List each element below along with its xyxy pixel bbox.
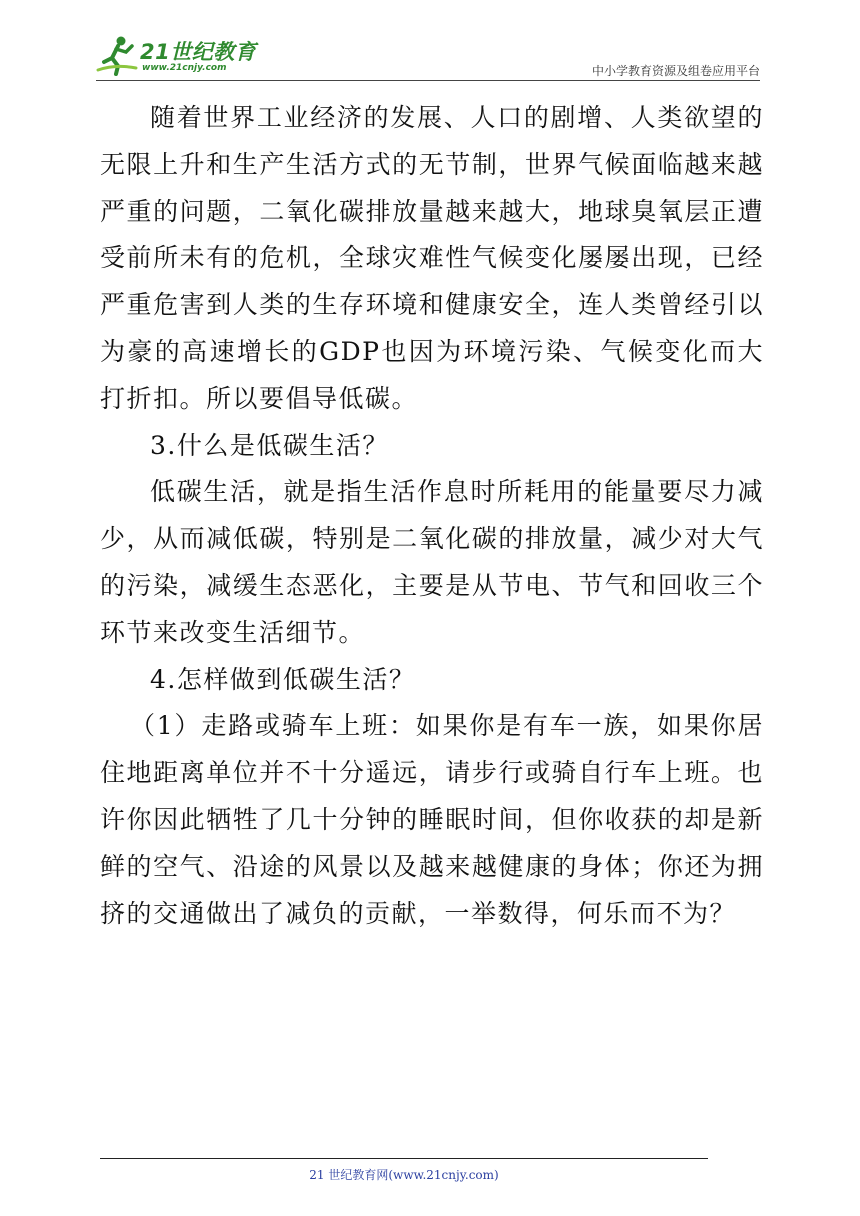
question-heading-4: 4.怎样做到低碳生活？ bbox=[150, 664, 416, 694]
document-body bbox=[100, 95, 764, 937]
site-logo[interactable] bbox=[96, 34, 266, 78]
paragraph-definition: 低碳生活，就是指生活作息时所耗用的能量要尽力减少，从而减低碳，特别是二氧化碳的排放量，减少对大气的污染，减缓生态恶化，主要是从节电、节气和回收三个环节来改变生活细节。 bbox=[100, 477, 764, 647]
page-header bbox=[96, 34, 760, 84]
footer-text: 21 世纪教育网(www.21cnjy.com) bbox=[309, 1168, 499, 1182]
logo-brand-text: 21世纪教育 bbox=[140, 40, 257, 64]
paragraph-item-1: （1）走路或骑车上班：如果你是有车一族，如果你居住地距离单位并不十分遥远，请步行或骑自行车上班。也许你因此牺牲了几十分钟的睡眠时间，但你收获的却是新鲜的空气、沿途的风景以及越来越健康的身体；你还为拥挤的交通做出了减负的贡献，一举数得，何乐而不为？ bbox=[100, 711, 764, 928]
platform-name: 中小学教育资源及组卷应用平台 bbox=[591, 64, 760, 78]
question-heading-3: 3.什么是低碳生活？ bbox=[150, 430, 389, 460]
running-figure-icon bbox=[96, 34, 138, 76]
footer-divider bbox=[100, 1158, 708, 1159]
paragraph-why-low-carbon: 随着世界工业经济的发展、人口的剧增、人类欲望的无限上升和生产生活方式的无节制，世界气候面临越来越严重的问题，二氧化碳排放量越来越大，地球臭氧层正遭受前所未有的危机，全球灾难性气候变化屡屡出现，已经严重危害到人类的生存环境和健康安全，连人类曾经引以为豪的高速增长的GDP也因为环境污染、气候变化而大打折扣。所以要倡导低碳。 bbox=[100, 103, 764, 413]
logo-site-text: www.21cnjy.com bbox=[142, 63, 227, 73]
header-divider bbox=[96, 80, 760, 81]
